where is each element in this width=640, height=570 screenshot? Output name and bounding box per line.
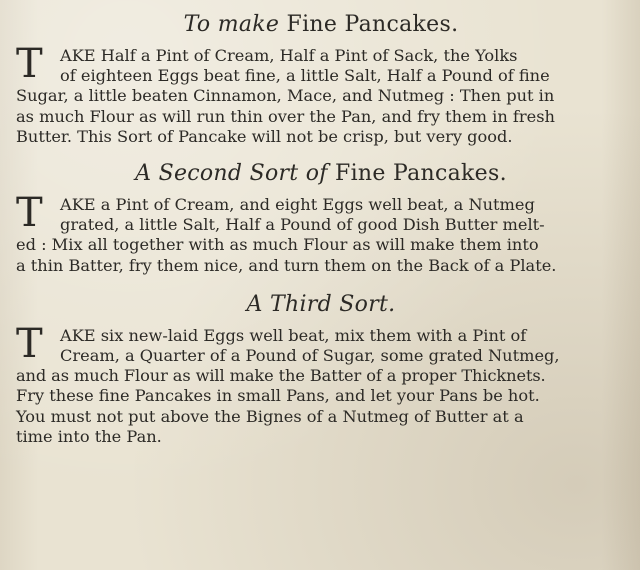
recipe-title-roman: Fine Pancakes. — [279, 12, 459, 37]
text-line: Cream, a Quarter of a Pound of Sugar, some grated Nutmeg, — [60, 346, 560, 366]
text-line: time into the Pan. — [16, 426, 162, 446]
text-line: Sugar, a little beaten Cinnamon, Mace, and Nutmeg : Then put in — [16, 86, 555, 106]
text-line: as much Flour as will run thin over the Pan, and fry them in fresh — [16, 106, 555, 126]
recipe-title — [16, 12, 626, 38]
drop-cap: T — [16, 320, 43, 367]
recipe-text — [16, 320, 626, 447]
recipe-title-italic: A Second Sort of — [135, 161, 328, 187]
text-line: You must not put above the Bignes of a Nutmeg of Butter at a — [16, 406, 524, 426]
text-line: grated, a little Salt, Half a Pound of good Dish Butter melt- — [60, 215, 545, 235]
recipe-second-sort — [16, 161, 626, 276]
recipe-third-sort — [16, 292, 626, 447]
recipe-title-italic: To make — [183, 12, 280, 37]
text-line: a thin Batter, fry them nice, and turn them on the Back of a Plate. — [16, 255, 557, 275]
recipe-text — [16, 41, 626, 147]
recipe-title — [16, 292, 626, 318]
text-line: ed : Mix all together with as much Flour as will make them into — [16, 235, 539, 255]
drop-cap: T — [16, 190, 43, 237]
recipe-title-roman: Fine Pancakes. — [327, 161, 507, 187]
recipe-title-italic: A Third Sort. — [246, 291, 396, 317]
drop-cap: T — [16, 41, 43, 87]
text-line-content: AKE Half a Pint of Cream, Half a Pint of Sack, the Yolks — [60, 46, 518, 65]
text-line: Fry these fine Pancakes in small Pans, and let your Pans be hot. — [16, 386, 540, 406]
recipe-text — [16, 190, 626, 276]
text-line: Butter. This Sort of Pancake will not be crisp, but very good. — [16, 126, 513, 146]
text-line-content: AKE six new-laid Eggs well beat, mix them with a Pint of — [60, 325, 527, 345]
text-line: and as much Flour as will make the Batter of a proper Thicknets. — [16, 366, 546, 386]
text-line: of eighteen Eggs beat fine, a little Salt, Half a Pound of fine — [60, 66, 550, 86]
text-line-content: AKE a Pint of Cream, and eight Eggs well beat, a Nutmeg — [60, 195, 535, 215]
recipe-title — [16, 161, 626, 187]
recipe-fine-pancakes — [16, 12, 626, 147]
